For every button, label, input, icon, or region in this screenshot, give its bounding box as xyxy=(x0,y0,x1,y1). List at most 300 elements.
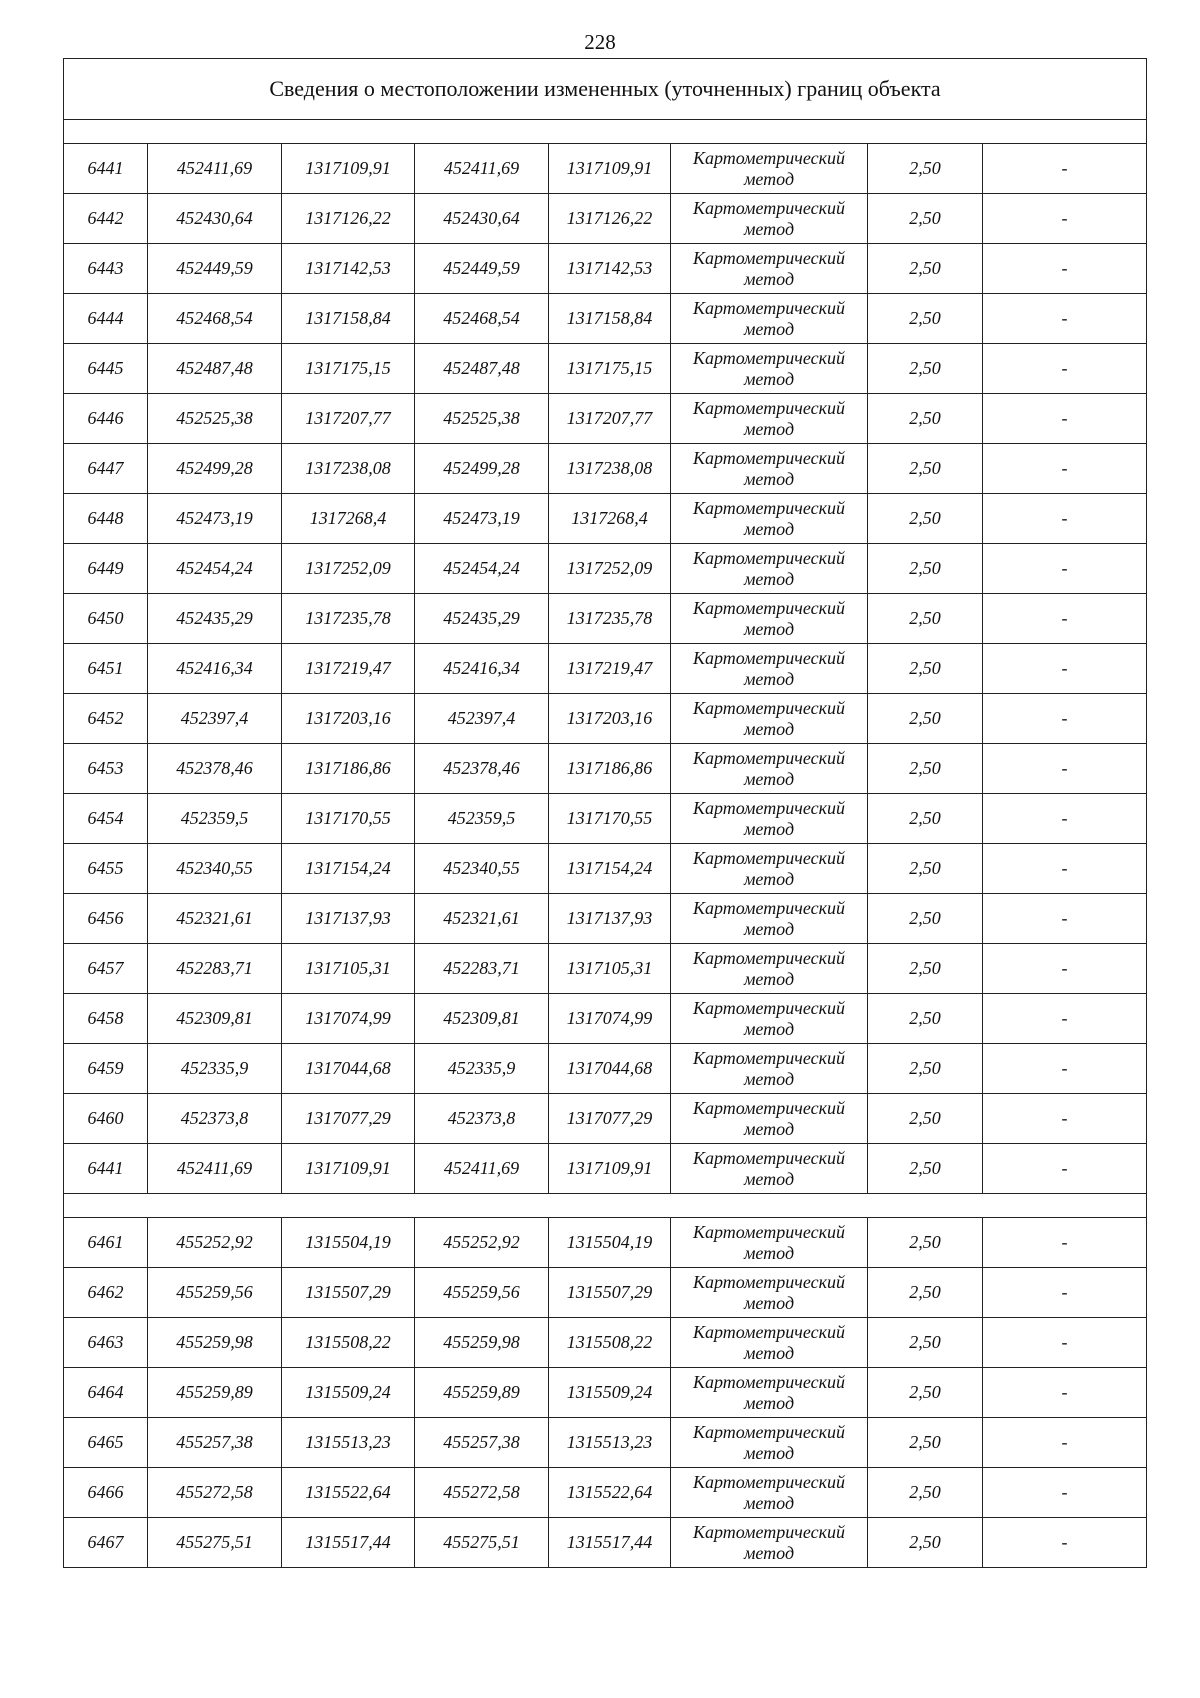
y-existing-cell: 1317154,24 xyxy=(282,844,415,894)
method-line-2: метод xyxy=(743,1242,795,1263)
x-new-cell: 452430,64 xyxy=(415,194,549,244)
x-new-cell: 452468,54 xyxy=(415,294,549,344)
y-new-cell: 1315504,19 xyxy=(549,1218,671,1268)
y-existing-cell: 1317186,86 xyxy=(282,744,415,794)
method-line-2: метод xyxy=(743,418,795,439)
note-cell: - xyxy=(983,1144,1147,1194)
method-line-1: Картометрический xyxy=(692,1221,845,1242)
table-row xyxy=(64,1218,1147,1268)
x-existing-cell: 452473,19 xyxy=(148,494,282,544)
accuracy-cell: 2,50 xyxy=(868,244,983,294)
table-body xyxy=(64,59,1147,1568)
point-number-cell: 6441 xyxy=(64,144,148,194)
y-new-cell: 1317207,77 xyxy=(549,394,671,444)
method-cell xyxy=(671,1044,868,1094)
y-new-cell: 1317109,91 xyxy=(549,144,671,194)
x-existing-cell: 455272,58 xyxy=(148,1468,282,1518)
point-number-cell: 6464 xyxy=(64,1368,148,1418)
x-existing-cell: 452499,28 xyxy=(148,444,282,494)
table-row xyxy=(64,144,1147,194)
method-line-1: Картометрический xyxy=(692,897,845,918)
y-new-cell: 1315509,24 xyxy=(549,1368,671,1418)
point-number-cell: 6442 xyxy=(64,194,148,244)
x-new-cell: 452340,55 xyxy=(415,844,549,894)
method-line-1: Картометрический xyxy=(692,497,845,518)
y-existing-cell: 1317268,4 xyxy=(282,494,415,544)
y-new-cell: 1317137,93 xyxy=(549,894,671,944)
table-row xyxy=(64,694,1147,744)
x-new-cell: 452283,71 xyxy=(415,944,549,994)
method-cell xyxy=(671,244,868,294)
note-cell: - xyxy=(983,844,1147,894)
x-existing-cell: 452454,24 xyxy=(148,544,282,594)
method-cell xyxy=(671,1468,868,1518)
method-line-1: Картометрический xyxy=(692,247,845,268)
method-cell xyxy=(671,294,868,344)
method-line-1: Картометрический xyxy=(692,697,845,718)
point-number-cell: 6465 xyxy=(64,1418,148,1468)
method-line-2: метод xyxy=(743,518,795,539)
y-new-cell: 1317142,53 xyxy=(549,244,671,294)
table-row xyxy=(64,1144,1147,1194)
note-cell: - xyxy=(983,894,1147,944)
y-existing-cell: 1317219,47 xyxy=(282,644,415,694)
group-separator-cell xyxy=(64,120,1147,144)
accuracy-cell: 2,50 xyxy=(868,694,983,744)
point-number-cell: 6448 xyxy=(64,494,148,544)
x-new-cell: 452487,48 xyxy=(415,344,549,394)
x-existing-cell: 452309,81 xyxy=(148,994,282,1044)
y-new-cell: 1317126,22 xyxy=(549,194,671,244)
y-new-cell: 1315508,22 xyxy=(549,1318,671,1368)
table-row xyxy=(64,844,1147,894)
method-line-2: метод xyxy=(743,1492,795,1513)
method-cell xyxy=(671,144,868,194)
accuracy-cell: 2,50 xyxy=(868,394,983,444)
note-cell: - xyxy=(983,794,1147,844)
table-row xyxy=(64,1268,1147,1318)
y-existing-cell: 1317109,91 xyxy=(282,144,415,194)
y-existing-cell: 1317235,78 xyxy=(282,594,415,644)
y-new-cell: 1315507,29 xyxy=(549,1268,671,1318)
method-line-2: метод xyxy=(743,1392,795,1413)
boundary-table xyxy=(63,58,1147,1568)
method-line-1: Картометрический xyxy=(692,1321,845,1342)
x-existing-cell: 455257,38 xyxy=(148,1418,282,1468)
accuracy-cell: 2,50 xyxy=(868,144,983,194)
y-new-cell: 1317154,24 xyxy=(549,844,671,894)
method-cell xyxy=(671,844,868,894)
point-number-cell: 6467 xyxy=(64,1518,148,1568)
x-existing-cell: 452416,34 xyxy=(148,644,282,694)
point-number-cell: 6454 xyxy=(64,794,148,844)
y-new-cell: 1317186,86 xyxy=(549,744,671,794)
y-existing-cell: 1315509,24 xyxy=(282,1368,415,1418)
method-line-1: Картометрический xyxy=(692,397,845,418)
accuracy-cell: 2,50 xyxy=(868,944,983,994)
y-new-cell: 1315517,44 xyxy=(549,1518,671,1568)
accuracy-cell: 2,50 xyxy=(868,744,983,794)
y-existing-cell: 1317170,55 xyxy=(282,794,415,844)
note-cell: - xyxy=(983,1218,1147,1268)
method-cell xyxy=(671,794,868,844)
note-cell: - xyxy=(983,494,1147,544)
point-number-cell: 6458 xyxy=(64,994,148,1044)
y-existing-cell: 1315507,29 xyxy=(282,1268,415,1318)
x-existing-cell: 452340,55 xyxy=(148,844,282,894)
method-line-2: метод xyxy=(743,918,795,939)
note-cell: - xyxy=(983,944,1147,994)
y-new-cell: 1317238,08 xyxy=(549,444,671,494)
method-line-2: метод xyxy=(743,1168,795,1189)
table-row xyxy=(64,1518,1147,1568)
x-new-cell: 452454,24 xyxy=(415,544,549,594)
table-row xyxy=(64,744,1147,794)
x-new-cell: 452525,38 xyxy=(415,394,549,444)
accuracy-cell: 2,50 xyxy=(868,294,983,344)
y-new-cell: 1317203,16 xyxy=(549,694,671,744)
y-existing-cell: 1317142,53 xyxy=(282,244,415,294)
point-number-cell: 6449 xyxy=(64,544,148,594)
x-existing-cell: 452283,71 xyxy=(148,944,282,994)
method-line-2: метод xyxy=(743,1442,795,1463)
method-line-2: метод xyxy=(743,818,795,839)
method-line-2: метод xyxy=(743,618,795,639)
x-new-cell: 452435,29 xyxy=(415,594,549,644)
note-cell: - xyxy=(983,744,1147,794)
point-number-cell: 6447 xyxy=(64,444,148,494)
accuracy-cell: 2,50 xyxy=(868,894,983,944)
method-cell xyxy=(671,1268,868,1318)
x-existing-cell: 455252,92 xyxy=(148,1218,282,1268)
method-line-2: метод xyxy=(743,968,795,989)
table-row xyxy=(64,344,1147,394)
x-existing-cell: 455259,98 xyxy=(148,1318,282,1368)
y-existing-cell: 1317137,93 xyxy=(282,894,415,944)
accuracy-cell: 2,50 xyxy=(868,344,983,394)
y-existing-cell: 1317044,68 xyxy=(282,1044,415,1094)
x-new-cell: 452378,46 xyxy=(415,744,549,794)
y-new-cell: 1317219,47 xyxy=(549,644,671,694)
table-title: Сведения о местоположении измененных (уточненных) границ объекта xyxy=(64,59,1147,120)
method-cell xyxy=(671,1368,868,1418)
x-new-cell: 455257,38 xyxy=(415,1418,549,1468)
method-line-1: Картометрический xyxy=(692,1471,845,1492)
note-cell: - xyxy=(983,1318,1147,1368)
method-line-1: Картометрический xyxy=(692,1521,845,1542)
y-new-cell: 1317077,29 xyxy=(549,1094,671,1144)
point-number-cell: 6446 xyxy=(64,394,148,444)
x-existing-cell: 452321,61 xyxy=(148,894,282,944)
table-row xyxy=(64,1418,1147,1468)
x-new-cell: 452473,19 xyxy=(415,494,549,544)
table-row xyxy=(64,494,1147,544)
x-existing-cell: 452468,54 xyxy=(148,294,282,344)
x-new-cell: 455259,98 xyxy=(415,1318,549,1368)
y-existing-cell: 1317238,08 xyxy=(282,444,415,494)
point-number-cell: 6450 xyxy=(64,594,148,644)
y-existing-cell: 1315513,23 xyxy=(282,1418,415,1468)
table-row xyxy=(64,544,1147,594)
y-new-cell: 1317105,31 xyxy=(549,944,671,994)
y-existing-cell: 1317252,09 xyxy=(282,544,415,594)
method-cell xyxy=(671,1094,868,1144)
note-cell: - xyxy=(983,244,1147,294)
table-row xyxy=(64,794,1147,844)
method-cell xyxy=(671,1518,868,1568)
x-new-cell: 452411,69 xyxy=(415,1144,549,1194)
table-row xyxy=(64,594,1147,644)
method-line-2: метод xyxy=(743,768,795,789)
method-line-1: Картометрический xyxy=(692,797,845,818)
method-cell xyxy=(671,994,868,1044)
x-existing-cell: 452359,5 xyxy=(148,794,282,844)
point-number-cell: 6452 xyxy=(64,694,148,744)
y-existing-cell: 1317158,84 xyxy=(282,294,415,344)
method-line-2: метод xyxy=(743,718,795,739)
method-line-1: Картометрический xyxy=(692,1371,845,1392)
method-line-2: метод xyxy=(743,218,795,239)
y-new-cell: 1317074,99 xyxy=(549,994,671,1044)
x-existing-cell: 452397,4 xyxy=(148,694,282,744)
point-number-cell: 6460 xyxy=(64,1094,148,1144)
y-new-cell: 1317252,09 xyxy=(549,544,671,594)
x-new-cell: 455272,58 xyxy=(415,1468,549,1518)
method-cell xyxy=(671,444,868,494)
x-new-cell: 455252,92 xyxy=(415,1218,549,1268)
method-line-1: Картометрический xyxy=(692,447,845,468)
y-existing-cell: 1315508,22 xyxy=(282,1318,415,1368)
note-cell: - xyxy=(983,1268,1147,1318)
table-row xyxy=(64,1044,1147,1094)
point-number-cell: 6456 xyxy=(64,894,148,944)
note-cell: - xyxy=(983,1044,1147,1094)
note-cell: - xyxy=(983,1368,1147,1418)
method-line-2: метод xyxy=(743,1118,795,1139)
page-number: 228 xyxy=(584,30,616,54)
note-cell: - xyxy=(983,344,1147,394)
y-existing-cell: 1317126,22 xyxy=(282,194,415,244)
point-number-cell: 6441 xyxy=(64,1144,148,1194)
x-new-cell: 452411,69 xyxy=(415,144,549,194)
point-number-cell: 6455 xyxy=(64,844,148,894)
note-cell: - xyxy=(983,1094,1147,1144)
method-line-1: Картометрический xyxy=(692,547,845,568)
method-cell xyxy=(671,944,868,994)
point-number-cell: 6444 xyxy=(64,294,148,344)
method-line-2: метод xyxy=(743,318,795,339)
x-existing-cell: 452411,69 xyxy=(148,1144,282,1194)
accuracy-cell: 2,50 xyxy=(868,1144,983,1194)
y-existing-cell: 1317105,31 xyxy=(282,944,415,994)
x-new-cell: 452309,81 xyxy=(415,994,549,1044)
method-line-1: Картометрический xyxy=(692,597,845,618)
x-new-cell: 452359,5 xyxy=(415,794,549,844)
y-existing-cell: 1317207,77 xyxy=(282,394,415,444)
method-cell xyxy=(671,1218,868,1268)
point-number-cell: 6445 xyxy=(64,344,148,394)
accuracy-cell: 2,50 xyxy=(868,1218,983,1268)
accuracy-cell: 2,50 xyxy=(868,644,983,694)
note-cell: - xyxy=(983,594,1147,644)
method-cell xyxy=(671,594,868,644)
point-number-cell: 6453 xyxy=(64,744,148,794)
table-row xyxy=(64,1318,1147,1368)
y-existing-cell: 1315517,44 xyxy=(282,1518,415,1568)
method-line-1: Картометрический xyxy=(692,1097,845,1118)
table-row xyxy=(64,1368,1147,1418)
method-line-1: Картометрический xyxy=(692,847,845,868)
method-line-1: Картометрический xyxy=(692,297,845,318)
x-existing-cell: 452487,48 xyxy=(148,344,282,394)
note-cell: - xyxy=(983,994,1147,1044)
method-cell xyxy=(671,194,868,244)
accuracy-cell: 2,50 xyxy=(868,1268,983,1318)
method-cell xyxy=(671,694,868,744)
x-new-cell: 452449,59 xyxy=(415,244,549,294)
accuracy-cell: 2,50 xyxy=(868,994,983,1044)
note-cell: - xyxy=(983,294,1147,344)
method-line-1: Картометрический xyxy=(692,997,845,1018)
accuracy-cell: 2,50 xyxy=(868,794,983,844)
y-new-cell: 1315522,64 xyxy=(549,1468,671,1518)
y-new-cell: 1317170,55 xyxy=(549,794,671,844)
method-line-2: метод xyxy=(743,368,795,389)
x-existing-cell: 452411,69 xyxy=(148,144,282,194)
method-line-2: метод xyxy=(743,1292,795,1313)
accuracy-cell: 2,50 xyxy=(868,594,983,644)
method-line-1: Картометрический xyxy=(692,1147,845,1168)
group-separator-cell xyxy=(64,1194,1147,1218)
accuracy-cell: 2,50 xyxy=(868,1368,983,1418)
group-separator-row xyxy=(64,120,1147,144)
method-cell xyxy=(671,894,868,944)
note-cell: - xyxy=(983,394,1147,444)
y-new-cell: 1317158,84 xyxy=(549,294,671,344)
y-existing-cell: 1317109,91 xyxy=(282,1144,415,1194)
accuracy-cell: 2,50 xyxy=(868,194,983,244)
accuracy-cell: 2,50 xyxy=(868,1468,983,1518)
y-new-cell: 1317175,15 xyxy=(549,344,671,394)
accuracy-cell: 2,50 xyxy=(868,544,983,594)
x-new-cell: 452499,28 xyxy=(415,444,549,494)
table-row xyxy=(64,1468,1147,1518)
point-number-cell: 6461 xyxy=(64,1218,148,1268)
point-number-cell: 6451 xyxy=(64,644,148,694)
point-number-cell: 6443 xyxy=(64,244,148,294)
x-new-cell: 452373,8 xyxy=(415,1094,549,1144)
note-cell: - xyxy=(983,1468,1147,1518)
method-cell xyxy=(671,744,868,794)
method-cell xyxy=(671,344,868,394)
method-line-1: Картометрический xyxy=(692,1271,845,1292)
y-existing-cell: 1315504,19 xyxy=(282,1218,415,1268)
x-existing-cell: 452373,8 xyxy=(148,1094,282,1144)
table-row xyxy=(64,244,1147,294)
y-new-cell: 1317044,68 xyxy=(549,1044,671,1094)
note-cell: - xyxy=(983,694,1147,744)
method-line-1: Картометрический xyxy=(692,347,845,368)
table-row xyxy=(64,294,1147,344)
y-new-cell: 1315513,23 xyxy=(549,1418,671,1468)
y-existing-cell: 1317074,99 xyxy=(282,994,415,1044)
y-existing-cell: 1317175,15 xyxy=(282,344,415,394)
note-cell: - xyxy=(983,1418,1147,1468)
x-new-cell: 455259,89 xyxy=(415,1368,549,1418)
accuracy-cell: 2,50 xyxy=(868,444,983,494)
method-line-1: Картометрический xyxy=(692,647,845,668)
accuracy-cell: 2,50 xyxy=(868,1318,983,1368)
x-existing-cell: 455275,51 xyxy=(148,1518,282,1568)
point-number-cell: 6459 xyxy=(64,1044,148,1094)
method-cell xyxy=(671,1318,868,1368)
method-line-2: метод xyxy=(743,268,795,289)
x-new-cell: 455259,56 xyxy=(415,1268,549,1318)
note-cell: - xyxy=(983,144,1147,194)
method-line-2: метод xyxy=(743,568,795,589)
accuracy-cell: 2,50 xyxy=(868,1518,983,1568)
method-cell xyxy=(671,494,868,544)
x-new-cell: 452335,9 xyxy=(415,1044,549,1094)
note-cell: - xyxy=(983,644,1147,694)
method-line-2: метод xyxy=(743,1342,795,1363)
method-line-1: Картометрический xyxy=(692,947,845,968)
x-new-cell: 452397,4 xyxy=(415,694,549,744)
point-number-cell: 6466 xyxy=(64,1468,148,1518)
method-line-1: Картометрический xyxy=(692,197,845,218)
accuracy-cell: 2,50 xyxy=(868,494,983,544)
table-row xyxy=(64,444,1147,494)
method-cell xyxy=(671,1144,868,1194)
table-row xyxy=(64,994,1147,1044)
method-cell xyxy=(671,544,868,594)
y-existing-cell: 1317203,16 xyxy=(282,694,415,744)
x-existing-cell: 455259,56 xyxy=(148,1268,282,1318)
y-new-cell: 1317268,4 xyxy=(549,494,671,544)
x-new-cell: 455275,51 xyxy=(415,1518,549,1568)
method-line-2: метод xyxy=(743,1018,795,1039)
x-existing-cell: 452449,59 xyxy=(148,244,282,294)
x-existing-cell: 452435,29 xyxy=(148,594,282,644)
method-line-1: Картометрический xyxy=(692,147,845,168)
y-new-cell: 1317109,91 xyxy=(549,1144,671,1194)
method-line-1: Картометрический xyxy=(692,747,845,768)
table-row xyxy=(64,194,1147,244)
x-new-cell: 452416,34 xyxy=(415,644,549,694)
table-row xyxy=(64,1094,1147,1144)
point-number-cell: 6457 xyxy=(64,944,148,994)
x-existing-cell: 452430,64 xyxy=(148,194,282,244)
note-cell: - xyxy=(983,1518,1147,1568)
table-title-row xyxy=(64,59,1147,120)
note-cell: - xyxy=(983,544,1147,594)
group-separator-row xyxy=(64,1194,1147,1218)
x-existing-cell: 452335,9 xyxy=(148,1044,282,1094)
x-new-cell: 452321,61 xyxy=(415,894,549,944)
table-row xyxy=(64,944,1147,994)
y-existing-cell: 1315522,64 xyxy=(282,1468,415,1518)
method-cell xyxy=(671,394,868,444)
accuracy-cell: 2,50 xyxy=(868,1094,983,1144)
method-line-2: метод xyxy=(743,668,795,689)
table-row xyxy=(64,394,1147,444)
y-existing-cell: 1317077,29 xyxy=(282,1094,415,1144)
method-line-2: метод xyxy=(743,1542,795,1563)
accuracy-cell: 2,50 xyxy=(868,844,983,894)
note-cell: - xyxy=(983,444,1147,494)
method-line-2: метод xyxy=(743,168,795,189)
method-line-2: метод xyxy=(743,468,795,489)
